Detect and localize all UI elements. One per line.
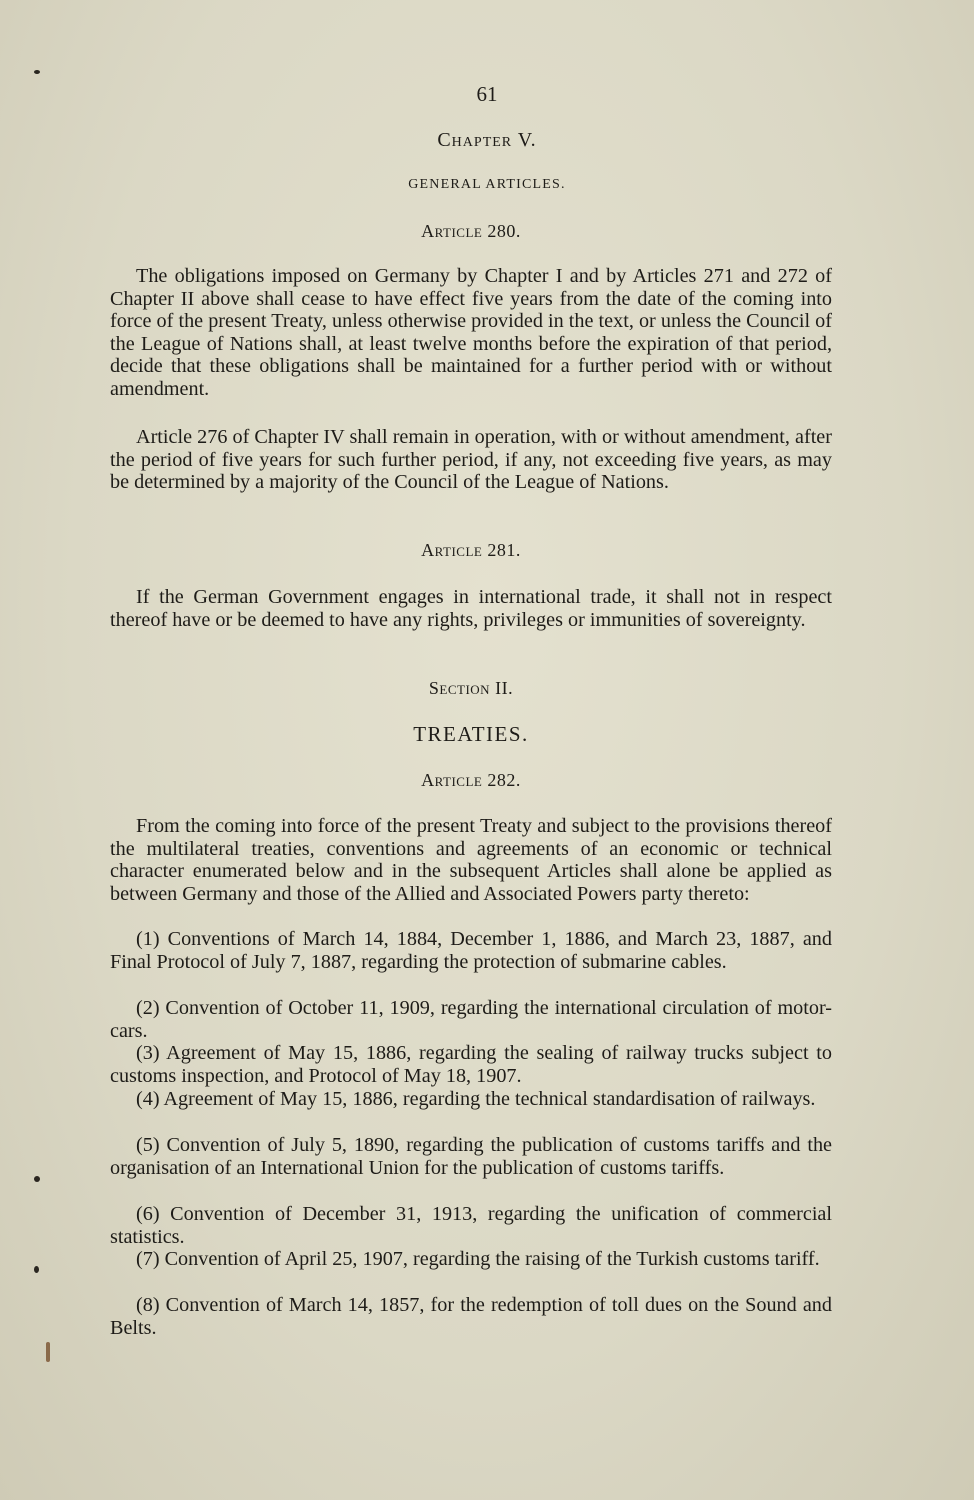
article-281-paragraph-1: If the German Government engages in international trade, it shall not in respect thereof have or be deemed to have any rights, privileges or immunities of sovereignty.: [110, 586, 832, 631]
article-282-item-3: (3) Agreement of May 15, 1886, regarding the sealing of railway trucks subject to customs inspection, and Protocol of May 18, 1907.: [110, 1042, 832, 1087]
article-282-item-7: (7) Convention of April 25, 1907, regarding the raising of the Turkish customs tariff.: [136, 1248, 820, 1270]
article-282-item-6: (6) Convention of December 31, 1913, regarding the unification of commercial statistics.: [110, 1203, 832, 1248]
article-282-item-4: (4) Agreement of May 15, 1886, regarding the technical standardisation of railways.: [136, 1088, 816, 1110]
article-282-item-8: (8) Convention of March 14, 1857, for the redemption of toll dues on the Sound and Belts.: [110, 1294, 832, 1339]
article-281-heading: Article 281.: [421, 540, 521, 560]
page-number: 61: [476, 82, 498, 106]
article-282-heading: Article 282.: [421, 770, 521, 790]
article-282-intro: From the coming into force of the present Treaty and subject to the provisions thereof the multilateral treaties, conventions and agreements of an economic or technical character enumerated below and in the subsequent Articles shall alone be applied as between Germany and those of the Allied and Associated Powers party thereto:: [110, 815, 832, 905]
scan-speck: [34, 70, 40, 74]
chapter-title: Chapter V.: [437, 129, 537, 151]
section-subtitle: TREATIES.: [413, 722, 529, 746]
scan-speck: [34, 1266, 39, 1273]
article-282-item-2: (2) Convention of October 11, 1909, regarding the international circulation of motor-cars.: [110, 997, 832, 1042]
article-280-paragraph-1: The obligations imposed on Germany by Chapter I and by Articles 271 and 272 of Chapter II above shall cease to have effect five years from the date of the coming into force of the present Treaty, unless otherwise provided in the text, or unless the Council of the League of Nations shall, at least twelve months before the expiration of that period, decide that these obligations shall be maintained for a further period with or without amendment.: [110, 265, 832, 400]
scan-speck: [46, 1342, 50, 1362]
article-282-item-5: (5) Convention of July 5, 1890, regarding the publication of customs tariffs and the organisation of an International Union for the publication of customs tariffs.: [110, 1134, 832, 1179]
article-282-item-1: (1) Conventions of March 14, 1884, December 1, 1886, and March 23, 1887, and Final Protocol of July 7, 1887, regarding the protection of submarine cables.: [110, 928, 832, 973]
chapter-subtitle: GENERAL ARTICLES.: [408, 177, 566, 192]
scan-speck: [34, 1176, 40, 1182]
article-280-paragraph-2: Article 276 of Chapter IV shall remain in operation, with or without amendment, after the period of five years for such further period, if any, not exceeding five years, as may be determined by a majority of the Council of the League of Nations.: [110, 426, 832, 494]
section-title: Section II.: [428, 678, 514, 698]
article-280-heading: Article 280.: [421, 221, 521, 241]
